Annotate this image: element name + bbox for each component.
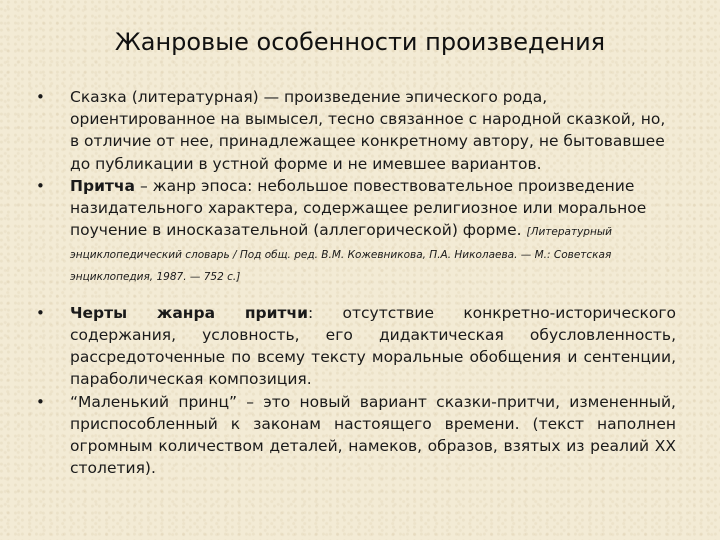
spacer [36, 287, 676, 302]
list-item-parable-features [36, 302, 676, 391]
bullet-icon: • [36, 303, 45, 322]
bullet-icon: • [36, 392, 45, 411]
term-fairy-tale: Сказка (литературная) [70, 88, 259, 106]
term-parable-features: Черты жанра притчи [70, 303, 308, 322]
definition-parable-features: : отсутствие конкретно-исторического содержания, условность, его дидактическая обусловленность, рассредоточенные по всему тексту моральные обобщения и сентенции, параболическая композиция. [70, 303, 676, 389]
bullet-list [36, 86, 676, 479]
definition-parable: – жанр эпоса: небольшое повествовательное произведение назидательного характера, содержащее религиозное или моральное поучение в иносказательной (аллегорической) форме. [70, 176, 647, 240]
list-item-parable [36, 175, 676, 287]
text-little-prince: “Маленький принц” – это новый вариант сказки-притчи, измененный, приспособленный к законам настоящего времени. (текст наполнен огромным количеством деталей, намеков, образов, взятых из реалий XX столетия). [70, 392, 676, 478]
bullet-icon: • [36, 88, 45, 106]
list-item-little-prince [36, 391, 676, 480]
bullet-icon: • [36, 176, 45, 195]
list-item-fairy-tale [36, 86, 676, 175]
reference-citation: [Литературный энциклопедический словарь / Под общ. ред. В.М. Кожевникова, П.А. Николаева. — М.: Советская энциклопедия, 1987. — 752 с.] [70, 226, 612, 284]
term-parable: Притча [70, 176, 136, 195]
slide-title: Жанровые особенности произведения [114, 28, 606, 56]
definition-fairy-tale: — произведение эпического рода, ориентированное на вымысел, тесно связанное с народной сказкой, но, в отличие от нее, принадлежащее конкретному автору, не бытовавшее до публикации в устной форме и не имевшее вариантов. [70, 88, 666, 173]
